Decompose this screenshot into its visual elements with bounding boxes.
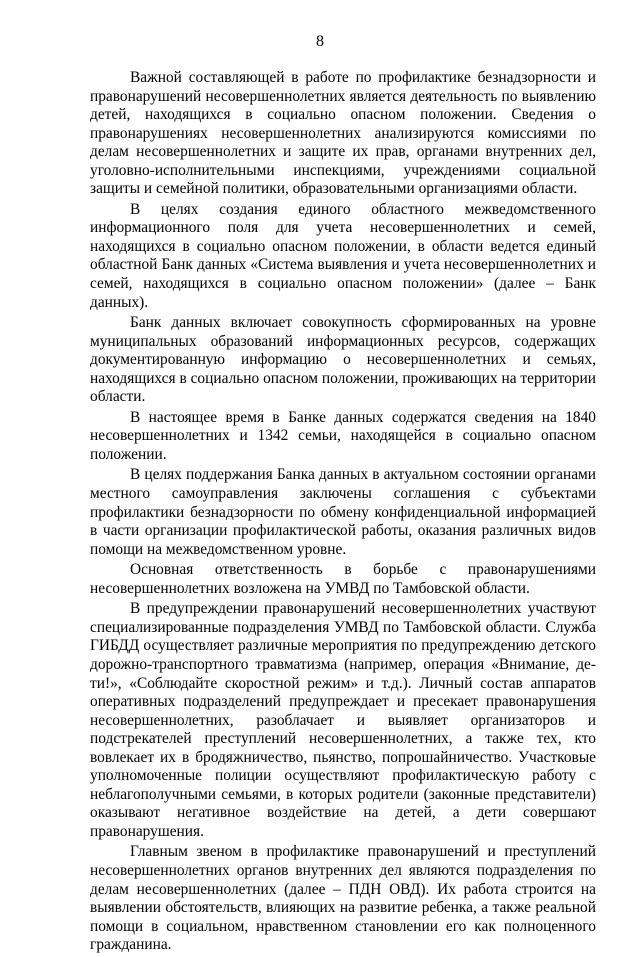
paragraph-police-responsibility: Основная ответственность в борьбе с правонарушениями несовершеннолетних возложена на УМВД по Тамбовской области. bbox=[90, 561, 596, 597]
paragraph-data-bank-statistics: В настоящее время в Банке данных содержатся сведения на 1840 несовершеннолетних и 1342 семьи, находящейся в социально опасном положении. bbox=[90, 408, 596, 463]
paragraph-data-bank-purpose: В целях создания единого областного межведомственного информационного поля для учета несовершеннолетних и семей, находящихся в социально опасном положении, в области ведется единый областной Банк данных «Система выявления и учета несовершеннолетних и семей, находящихся в социально опасном положении» (далее – Банк данных). bbox=[90, 200, 596, 311]
paragraph-juvenile-affairs-units: Главным звеном в профилактике правонарушений и преступлений несовершеннолетних органов внутренних дел являются подразделения по делам несовершеннолетних (далее – ПДН ОВД). Их работа строится на выявлении обстоятельств, влияющих на развитие ребенка, а также реальной помощи в социальном, нравственном становлении его как полноценного гражданина. bbox=[90, 843, 596, 954]
paragraph-youth-offense-detection: Важной составляющей в работе по профилактике безнадзорности и правонарушений несовершеннолетних является деятельность по выявлению детей, находящихся в социально опасном положении. Сведения о правонарушениях несовершеннолетних анализируются комиссиями по делам несовершеннолетних и защите их прав, органами внутренних дел, уголовно-исполнительными инспекциями, учреждениями социальной защиты и семейной политики, образовательными организациями области. bbox=[90, 69, 596, 198]
page-number: 8 bbox=[316, 33, 324, 50]
paragraph-information-agreements: В целях поддержания Банка данных в актуальном состоянии органами местного самоуправления заключены соглашения с субъектами профилактики безнадзорности по обмену конфиденциальной информацией в части организации профилактической работы, оказания различных видов помощи на межведомственном уровне. bbox=[90, 466, 596, 558]
paragraph-police-units: В предупреждении правонарушений несовершеннолетних участвуют специализированные подразделения УМВД по Тамбовской области. Служба ГИБДД осуществляет различные мероприятия по предупреждению детского дорожно-транспортного травматизма (например, операция «Внимание, де-ти!», «Соблюдайте скоростной режим» и т.д.). Личный состав аппаратов оперативных подразделений предупреждает и пресекает правонарушения несовершеннолетних, разоблачает и выявляет организаторов и подстрекателей преступлений несовершеннолетних, а также тех, кто вовлекает их в бродяжничество, пьянство, попрошайничество. Участковые уполномоченные полиции осуществляют профилактическую работу с неблагополучными семьями, в которых родители (законные представители) оказывают негативное воздействие на детей, а дети совершают правонарушения. bbox=[90, 600, 596, 840]
document-body bbox=[90, 69, 596, 957]
paragraph-data-bank-contents: Банк данных включает совокупность сформированных на уровне муниципальных образований информационных ресурсов, содержащих документированную информацию о несовершеннолетних и семьях, находящихся в социально опасном положении, проживающих на территории области. bbox=[90, 314, 596, 406]
